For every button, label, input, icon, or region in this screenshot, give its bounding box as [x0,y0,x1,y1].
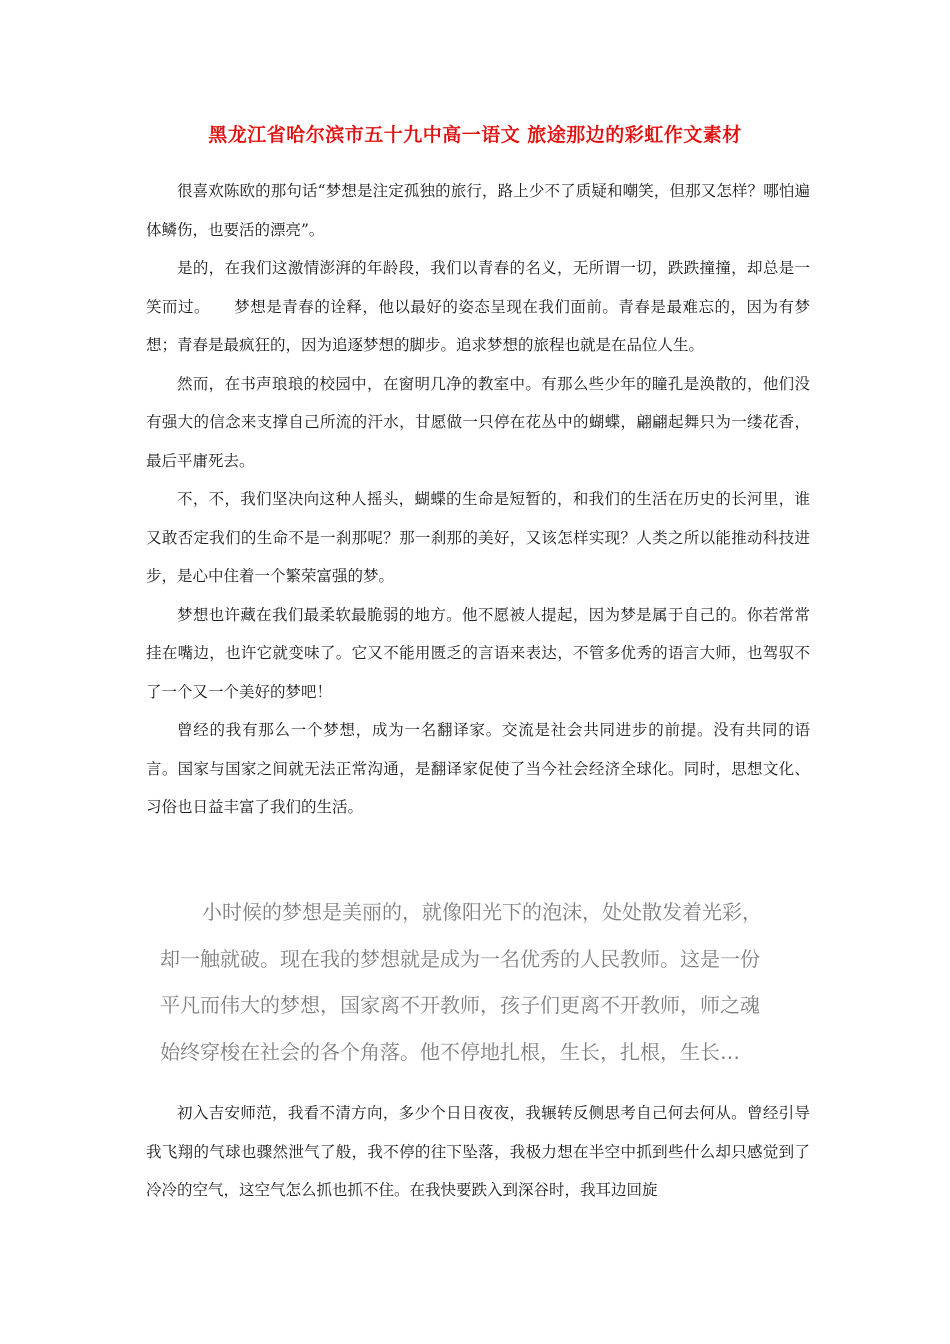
paragraph: 曾经的我有那么一个梦想，成为一名翻译家。交流是社会共同进步的前提。没有共同的语言。国家与国家之间就无法正常沟通，是翻译家促使了当今社会经济全球化。同时，思想文化、习俗也日益丰富了我们的生活。 [146,721,810,816]
paragraph: 是的，在我们这激情澎湃的年龄段，我们以青春的名义，无所谓一切，跌跌撞撞，却总是一笑而过。 梦想是青春的诠释，他以最好的姿态呈现在我们面前。青春是最难忘的，因为有梦想；青春是最疯狂的，因为追逐梦想的脚步。追求梦想的旅程也就是在品位人生。 [146,259,810,354]
paragraph: 然而，在书声琅琅的校园中，在窗明几净的教室中。有那么些少年的瞳孔是涣散的，他们没有强大的信念来支撑自己所流的汗水，甘愿做一只停在花丛中的蝴蝶，翩翩起舞只为一缕花香，最后平庸死去。 [146,374,810,470]
paragraph: 梦想也许藏在我们最柔软最脆弱的地方。他不愿被人提起，因为梦是属于自己的。你若常常挂在嘴边，也许它就变味了。它又不能用匮乏的言语来表达，不管多优秀的语言大师，也驾驭不了一个又一个美好的梦吧！ [146,605,810,701]
paragraph: 很喜欢陈欧的那句话“梦想是注定孤独的旅行，路上少不了质疑和嘲笑，但那又怎样？哪怕遍体鳞伤，也要活的漂亮”。 [146,182,810,239]
image-text-line: 却一触就破。现在我的梦想就是成为一名优秀的人民教师。这是一份 [160,946,760,971]
document-title: 黑龙江省哈尔滨市五十九中高一语文 旅途那边的彩虹作文素材 [208,124,742,146]
image-text-line: 小时候的梦想是美丽的，就像阳光下的泡沫，处处散发着光彩， [202,900,762,924]
body-text-bottom [146,1094,810,1210]
image-text-line: 平凡而伟大的梦想，国家离不开教师，孩子们更离不开教师，师之魂 [160,993,760,1017]
embedded-text-image [160,889,790,1075]
paragraph: 初入吉安师范，我看不清方向，多少个日日夜夜，我辗转反侧思考自己何去何从。曾经引导我飞翔的气球也骤然泄气了般，我不停的往下坠落，我极力想在半空中抓到些什么却只感觉到了冷冷的空气，这空气怎么抓也抓不住。在我快要跌入到深谷时，我耳边回旋 [146,1104,810,1199]
body-text-top [146,172,810,827]
image-text-line: 始终穿梭在社会的各个角落。他不停地扎根，生长，扎根，生长… [160,1039,740,1064]
paragraph: 不，不，我们坚决向这种人摇头，蝴蝶的生命是短暂的，和我们的生活在历史的长河里，谁又敢否定我们的生命不是一刹那呢？那一刹那的美好，又该怎样实现？人类之所以能推动科技进步，是心中住着一个繁荣富强的梦。 [146,490,810,585]
